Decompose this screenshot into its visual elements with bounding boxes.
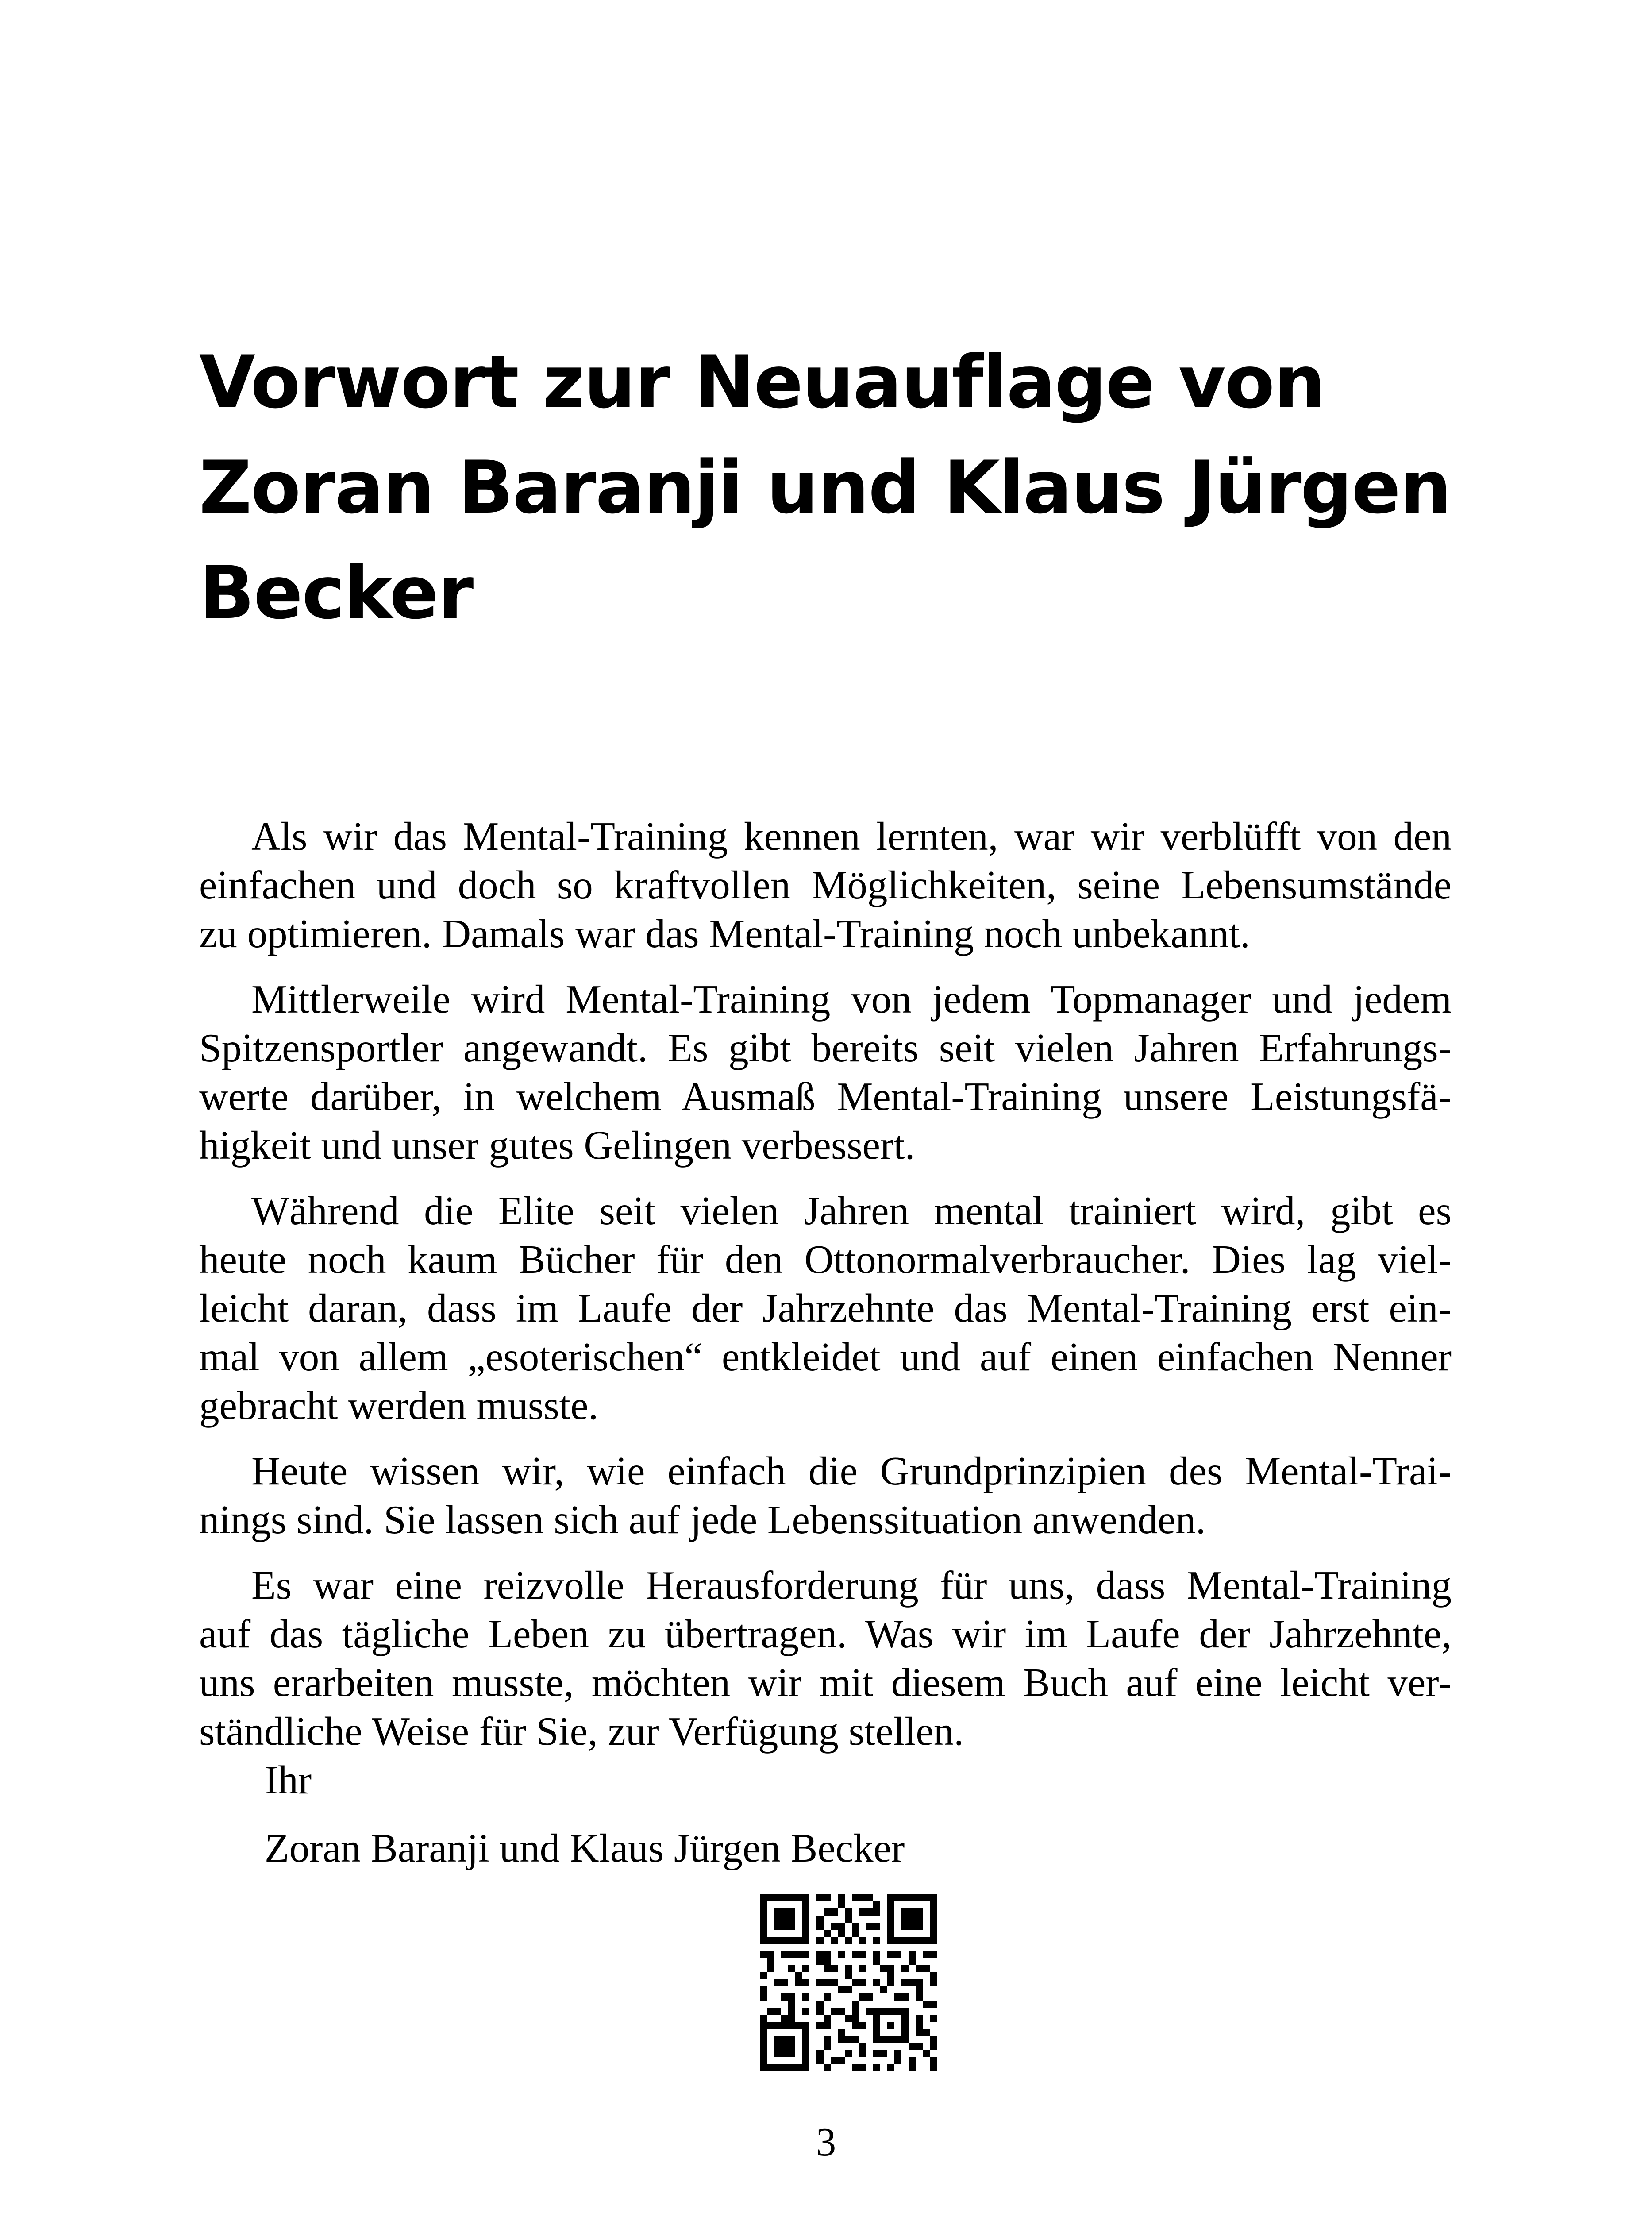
paragraph-4 bbox=[199, 1447, 1452, 1544]
text-line: einfachen und doch so kraftvollen Möglichkeiten, seine Lebensumstände bbox=[199, 863, 1452, 907]
text-line: ständliche Weise für Sie, zur Verfügung stellen. bbox=[199, 1709, 964, 1754]
body-text bbox=[199, 812, 1452, 1873]
qr-code-icon bbox=[760, 1894, 937, 2071]
chapter-title-line: Vorwort zur Neuauflage von bbox=[199, 340, 1325, 424]
text-line: Heute wissen wir, wie einfach die Grundprinzipien des Mental-Trai- bbox=[251, 1449, 1452, 1493]
chapter-title bbox=[199, 330, 1527, 646]
page-number: 3 bbox=[816, 2120, 836, 2164]
chapter-title-line: Becker bbox=[199, 551, 473, 635]
paragraph-1 bbox=[199, 812, 1452, 958]
text-line: leicht daran, dass im Laufe der Jahrzehnte das Mental-Training erst ein- bbox=[199, 1286, 1452, 1330]
text-line: zu optimieren. Damals war das Mental-Training noch unbekannt. bbox=[199, 911, 1250, 956]
signoff-salutation: Ihr bbox=[265, 1758, 312, 1802]
signoff-authors: Zoran Baranji und Klaus Jürgen Becker bbox=[265, 1826, 905, 1870]
text-line: uns erarbeiten musste, möchten wir mit diesem Buch auf eine leicht ver- bbox=[199, 1660, 1452, 1705]
text-line: Als wir das Mental-Training kennen lernten, war wir verblüfft von den bbox=[251, 814, 1452, 859]
text-line: Spitzensportler angewandt. Es gibt bereits seit vielen Jahren Erfahrungs- bbox=[199, 1026, 1452, 1070]
text-line: gebracht werden musste. bbox=[199, 1383, 599, 1428]
chapter-title-line: Zoran Baranji und Klaus Jürgen bbox=[199, 445, 1451, 530]
paragraph-5 bbox=[199, 1561, 1452, 1756]
paragraph-2 bbox=[199, 975, 1452, 1170]
signoff bbox=[265, 1756, 1452, 1873]
text-line: auf das tägliche Leben zu übertragen. Was wir im Laufe der Jahrzehnte, bbox=[199, 1612, 1452, 1656]
text-line: heute noch kaum Bücher für den Ottonormalverbraucher. Dies lag viel- bbox=[199, 1237, 1452, 1282]
text-line: werte darüber, in welchem Ausmaß Mental-Training unsere Leistungsfä- bbox=[199, 1074, 1452, 1119]
paragraph-3 bbox=[199, 1187, 1452, 1430]
text-line: Es war eine reizvolle Herausforderung für uns, dass Mental-Training bbox=[251, 1563, 1452, 1608]
text-line: Während die Elite seit vielen Jahren mental trainiert wird, gibt es bbox=[251, 1188, 1452, 1233]
text-line: higkeit und unser gutes Gelingen verbessert. bbox=[199, 1123, 915, 1168]
text-line: mal von allem „esoterischen“ entkleidet und auf einen einfachen Nenner bbox=[199, 1334, 1452, 1379]
text-line: Mittlerweile wird Mental-Training von jedem Topmanager und jedem bbox=[251, 977, 1452, 1022]
text-line: nings sind. Sie lassen sich auf jede Lebenssituation anwenden. bbox=[199, 1497, 1206, 1542]
